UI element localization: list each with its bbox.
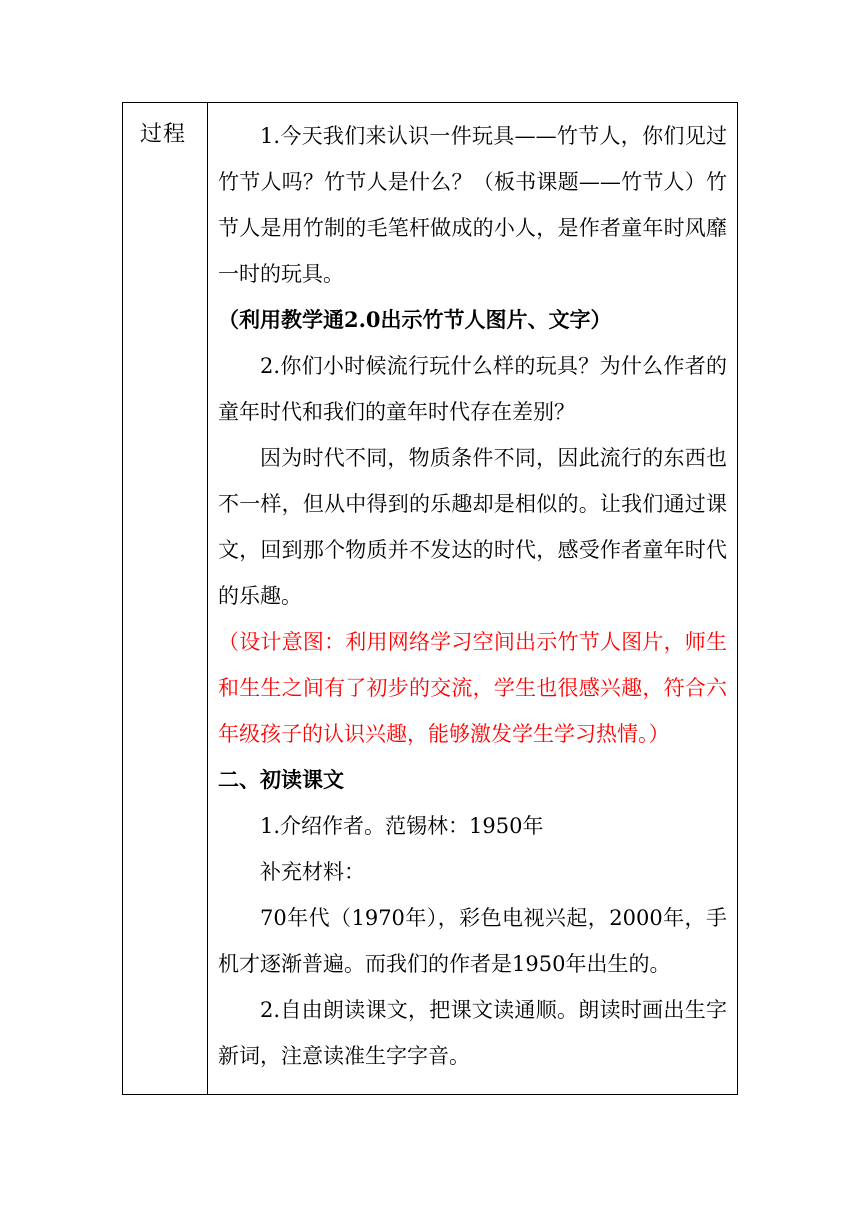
paragraph-author: 1.介绍作者。范锡林：1950年	[260, 814, 544, 838]
paragraph-reading-task: 2.自由朗读课文，把课文读通顺。朗读时画出生字新词，注意读准生字字音。	[218, 998, 727, 1068]
section-heading: 二、初读课文	[218, 767, 344, 792]
paragraph-supplement: 70年代（1970年），彩色电视兴起，2000年，手机才逐渐普遍。而我们的作者是1950年出生的。	[218, 906, 727, 976]
section-label: 过程	[139, 122, 186, 147]
paragraph-explanation: 因为时代不同，物质条件不同，因此流行的东西也不一样，但从中得到的乐趣却是相似的。让我们通过课文，回到那个物质并不发达的时代，感受作者童年时代的乐趣。	[218, 446, 727, 608]
content-cell	[208, 103, 737, 1094]
paragraph-supplement-label: 补充材料：	[260, 860, 365, 884]
paragraph-question: 2.你们小时候流行玩什么样的玩具？为什么作者的童年时代和我们的童年时代存在差别？	[218, 354, 727, 424]
label-cell	[123, 103, 208, 1094]
lesson-table	[122, 102, 738, 1095]
paragraph-intro: 1.今天我们来认识一件玩具——竹节人，你们见过竹节人吗？竹节人是什么？（板书课题——竹节人）竹节人是用竹制的毛笔杆做成的小人，是作者童年时风靡一时的玩具。	[218, 124, 727, 286]
paragraph-design-intent: （设计意图：利用网络学习空间出示竹节人图片，师生和生生之间有了初步的交流，学生也很感兴趣，符合六年级孩子的认识兴趣，能够激发学生学习热情。）	[218, 630, 727, 746]
paragraph-tool-note: （利用教学通2.0出示竹节人图片、文字）	[218, 307, 612, 332]
